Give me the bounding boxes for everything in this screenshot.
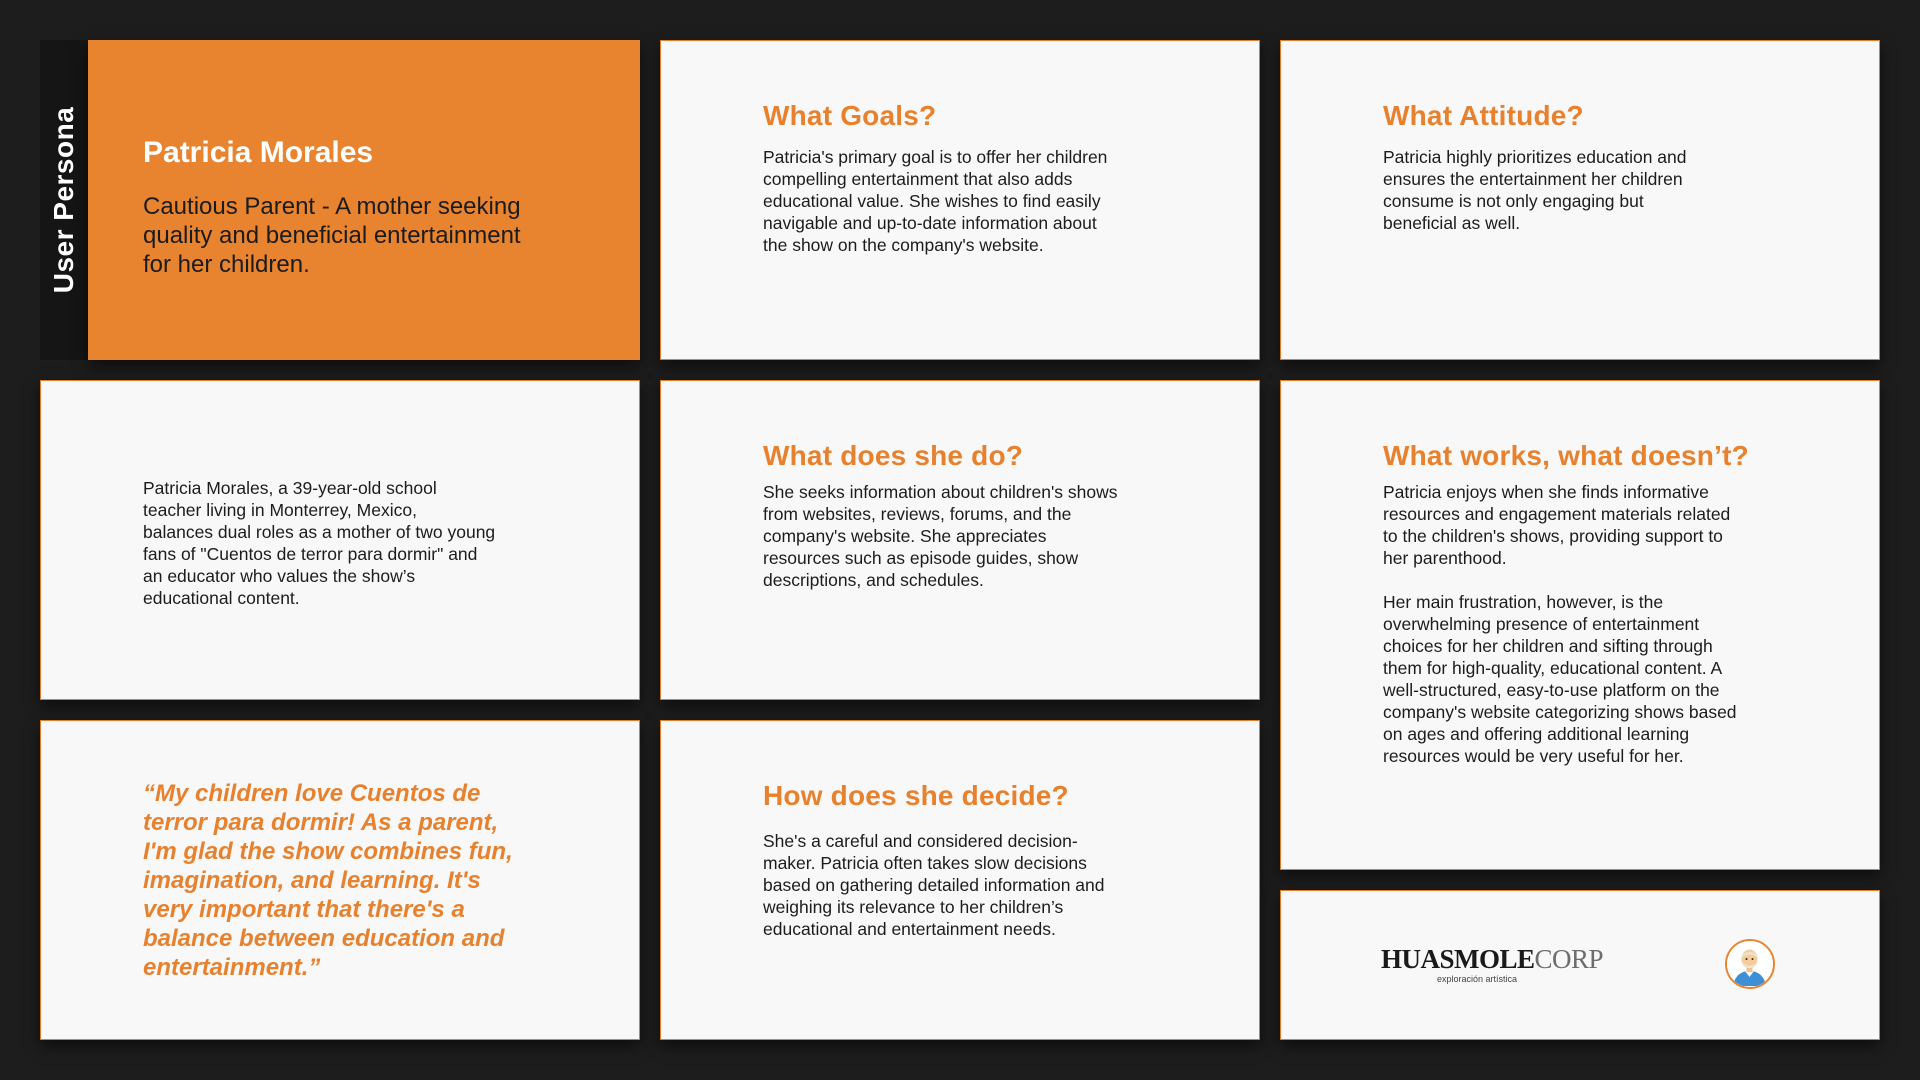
works-body-2: Her main frustration, however, is the overwhelming presence of entertainment choices for her children and sifting through them for high-quality, educational content. A well-structured, easy-to-use platform on the company's website categorizing shows based on ages and offering additional learning resources would be very useful for her. bbox=[1383, 592, 1737, 766]
quote-card bbox=[40, 720, 640, 1040]
logo-card bbox=[1280, 890, 1880, 1040]
does-card bbox=[660, 380, 1260, 700]
attitude-body: Patricia highly prioritizes education and ensures the entertainment her children consume is not only engaging but beneficial as well. bbox=[1383, 147, 1687, 233]
goals-card bbox=[660, 40, 1260, 360]
persona-tagline: Cautious Parent - A mother seeking quality and beneficial entertainment for her children. bbox=[143, 193, 521, 278]
logo-bold: HUASMOLE bbox=[1381, 944, 1535, 974]
bio-body: Patricia Morales, a 39-year-old school teacher living in Monterrey, Mexico, balances dual roles as a mother of two young fans of "Cuentos de terror para dormir" and an educator who values the show’s educational content. bbox=[143, 478, 496, 608]
side-label-text: User Persona bbox=[48, 106, 79, 294]
does-body: She seeks information about children's shows from websites, reviews, forums, and the company's website. She appreciates resources such as episode guides, show descriptions, and schedules. bbox=[763, 482, 1118, 590]
attitude-heading: What Attitude? bbox=[1383, 100, 1584, 131]
bio-card bbox=[40, 380, 640, 700]
logo-wordmark bbox=[1381, 945, 1603, 973]
side-label bbox=[40, 40, 88, 360]
attitude-card bbox=[1280, 40, 1880, 360]
goals-body: Patricia's primary goal is to offer her children compelling entertainment that also adds educational value. She wishes to find easily navigable and up-to-date information about the show on the company's website. bbox=[763, 147, 1108, 255]
persona-name: Patricia Morales bbox=[143, 136, 374, 169]
decide-card bbox=[660, 720, 1260, 1040]
decide-body: She's a careful and considered decision- maker. Patricia often takes slow decisions based on gathering detailed information and weighing its relevance to her children’s educational and entertainment needs. bbox=[763, 831, 1105, 939]
does-heading: What does she do? bbox=[763, 440, 1024, 471]
persona-avatar-icon bbox=[1725, 939, 1775, 989]
persona-quote: “My children love Cuentos de terror para dormir! As a parent, I'm glad the show combines fun, imagination, and learning. It's very important that there's a balance between education and entertainment.” bbox=[143, 780, 513, 981]
logo-subtitle: exploración artística bbox=[1437, 974, 1518, 984]
works-card bbox=[1280, 380, 1880, 870]
company-logo bbox=[1381, 945, 1603, 984]
persona-card bbox=[88, 40, 640, 360]
decide-heading: How does she decide? bbox=[763, 780, 1069, 811]
works-heading: What works, what doesn’t? bbox=[1383, 440, 1749, 471]
works-body-1: Patricia enjoys when she finds informative resources and engagement materials related to the children's shows, providing support to her parenthood. bbox=[1383, 482, 1731, 568]
logo-light: CORP bbox=[1534, 944, 1604, 974]
avatar-illustration bbox=[1727, 941, 1772, 986]
goals-heading: What Goals? bbox=[763, 100, 937, 131]
